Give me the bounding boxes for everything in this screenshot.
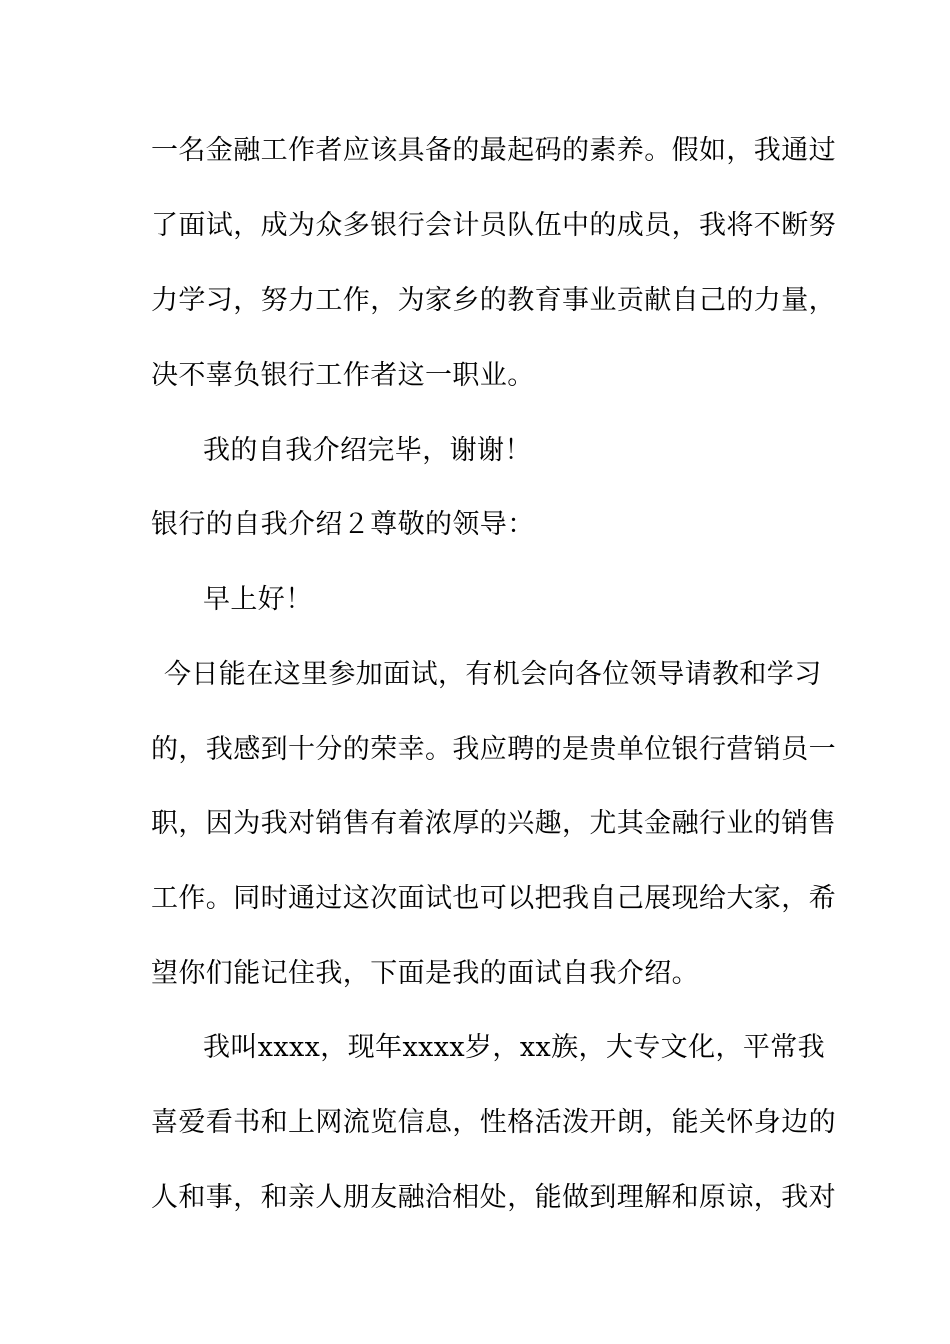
greeting: 早上好！: [203, 584, 313, 615]
section-heading: 银行的自我介绍２尊敬的领导：: [151, 509, 535, 540]
text-line: 我叫xxxx，现年xxxx岁，xx族，大专文化，平常我: [203, 1032, 826, 1063]
text-line: 的，我感到十分的荣幸。我应聘的是贵单位银行营销员一: [151, 734, 836, 765]
text-line: 喜爱看书和上网流览信息，性格活泼开朗，能关怀身边的: [151, 1107, 836, 1138]
text-line: 今日能在这里参加面试，有机会向各位领导请教和学习: [164, 659, 822, 690]
text-line: 决不辜负银行工作者这一职业。: [151, 360, 535, 391]
text-line: 人和事，和亲人朋友融洽相处，能做到理解和原谅，我对: [151, 1182, 836, 1213]
text-line: 我的自我介绍完毕，谢谢！: [203, 435, 532, 466]
text-line: 力学习，努力工作，为家乡的教育事业贡献自己的力量，: [151, 285, 836, 316]
text-line: 工作。同时通过这次面试也可以把我自己展现给大家，希: [151, 883, 836, 914]
text-line: 了面试，成为众多银行会计员队伍中的成员，我将不断努: [151, 210, 836, 241]
text-line: 职，因为我对销售有着浓厚的兴趣，尤其金融行业的销售: [151, 808, 836, 839]
text-line: 一名金融工作者应该具备的最起码的素养。假如，我通过: [151, 135, 836, 166]
text-line: 望你们能记住我，下面是我的面试自我介绍。: [151, 958, 699, 989]
